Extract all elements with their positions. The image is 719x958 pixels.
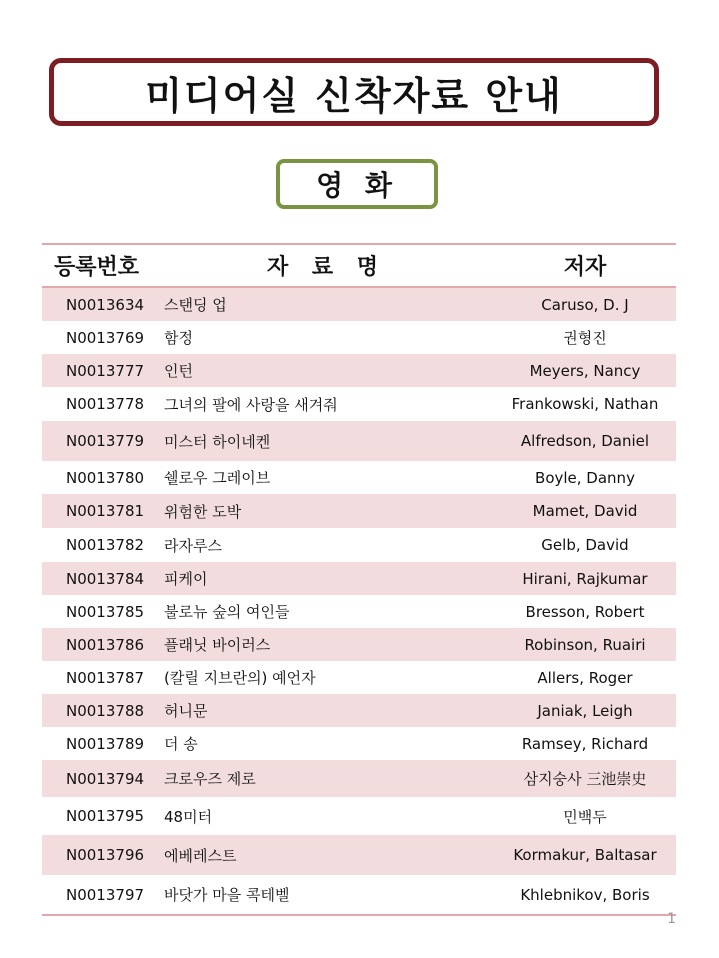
title-banner bbox=[49, 58, 659, 126]
table-body bbox=[42, 288, 676, 914]
cell-title: 크로우즈 제로 bbox=[164, 770, 256, 788]
cell-title: 48미터 bbox=[164, 807, 213, 826]
cell-author: Khlebnikov, Boris bbox=[520, 885, 650, 904]
table-row bbox=[42, 288, 676, 321]
cell-author: Mamet, David bbox=[532, 502, 638, 520]
cell-title: 그녀의 팔에 사랑을 새겨줘 bbox=[164, 395, 338, 414]
cell-title: 스탠딩 업 bbox=[164, 296, 227, 314]
cell-title: 플래닛 바이러스 bbox=[164, 636, 271, 654]
cell-author: Bresson, Robert bbox=[525, 602, 645, 621]
table-row bbox=[42, 595, 676, 628]
table-row bbox=[42, 694, 676, 727]
cell-author: Hirani, Rajkumar bbox=[522, 569, 648, 588]
header-title: 자 료 명 bbox=[266, 255, 387, 280]
cell-author: Janiak, Leigh bbox=[537, 701, 633, 720]
table-row bbox=[42, 321, 676, 354]
header-reg-no: 등록번호 bbox=[54, 255, 140, 280]
cell-author: Alfredson, Daniel bbox=[520, 432, 650, 450]
cell-author: 권형진 bbox=[563, 329, 607, 347]
cell-author: Gelb, David bbox=[541, 536, 629, 554]
table-row bbox=[42, 628, 676, 661]
cell-title: 쉘로우 그레이브 bbox=[164, 469, 271, 487]
cell-title: (칼릴 지브란의) 예언자 bbox=[164, 669, 316, 687]
cell-reg-no: N0013780 bbox=[66, 468, 145, 487]
cell-title: 에베레스트 bbox=[164, 846, 237, 865]
cell-title: 더 송 bbox=[164, 735, 198, 753]
cell-reg-no: N0013785 bbox=[66, 602, 145, 621]
cell-reg-no: N0013786 bbox=[66, 635, 145, 654]
cell-reg-no: N0013769 bbox=[66, 328, 145, 347]
cell-reg-no: N0013794 bbox=[66, 769, 145, 788]
cell-reg-no: N0013795 bbox=[66, 807, 145, 825]
cell-reg-no: N0013779 bbox=[66, 432, 145, 450]
cell-author: 삼지숭사 三池崇史 bbox=[523, 770, 647, 788]
cell-title: 미스터 하이네켄 bbox=[164, 432, 271, 451]
table-row bbox=[42, 727, 676, 760]
new-arrivals-table bbox=[42, 243, 676, 916]
table-row bbox=[42, 421, 676, 461]
cell-author: Caruso, D. J bbox=[541, 295, 629, 314]
cell-title: 위험한 도박 bbox=[164, 502, 242, 521]
cell-reg-no: N0013781 bbox=[66, 502, 145, 520]
cell-author: Allers, Roger bbox=[537, 668, 633, 687]
cell-reg-no: N0013778 bbox=[66, 395, 145, 413]
cell-reg-no: N0013788 bbox=[66, 701, 145, 720]
cell-title: 인턴 bbox=[164, 362, 193, 380]
table-row bbox=[42, 461, 676, 494]
table-row bbox=[42, 835, 676, 875]
table-header bbox=[42, 245, 676, 288]
cell-author: Boyle, Danny bbox=[535, 468, 635, 487]
cell-author: Meyers, Nancy bbox=[529, 361, 641, 380]
cell-author: Kormakur, Baltasar bbox=[513, 846, 657, 864]
cell-reg-no: N0013789 bbox=[66, 734, 145, 753]
cell-title: 허니문 bbox=[164, 702, 208, 720]
cell-title: 불로뉴 숲의 여인들 bbox=[164, 603, 290, 621]
cell-author: Robinson, Ruairi bbox=[524, 635, 646, 654]
cell-author: 민백두 bbox=[563, 807, 607, 826]
cell-reg-no: N0013796 bbox=[66, 846, 145, 864]
cell-reg-no: N0013777 bbox=[66, 361, 145, 380]
cell-reg-no: N0013797 bbox=[66, 885, 145, 904]
table-row bbox=[42, 494, 676, 528]
table-row bbox=[42, 528, 676, 562]
category-banner bbox=[276, 159, 438, 209]
table-row bbox=[42, 661, 676, 694]
table-row bbox=[42, 562, 676, 595]
cell-title: 피케이 bbox=[164, 570, 208, 588]
table-row bbox=[42, 760, 676, 797]
cell-reg-no: N0013787 bbox=[66, 668, 145, 687]
cell-reg-no: N0013784 bbox=[66, 569, 145, 588]
page-number: 1 bbox=[667, 911, 676, 927]
cell-reg-no: N0013782 bbox=[66, 536, 145, 554]
table-row bbox=[42, 797, 676, 835]
table-row bbox=[42, 875, 676, 914]
cell-author: Ramsey, Richard bbox=[521, 734, 649, 753]
cell-reg-no: N0013634 bbox=[66, 295, 145, 314]
cell-author: Frankowski, Nathan bbox=[511, 395, 659, 413]
cell-title: 바닷가 마을 콕테벨 bbox=[164, 886, 290, 904]
table-row bbox=[42, 387, 676, 421]
table-row bbox=[42, 354, 676, 387]
category-label: 영 화 bbox=[316, 169, 398, 202]
header-author: 저자 bbox=[563, 255, 607, 280]
cell-title: 함정 bbox=[164, 329, 193, 347]
page-title: 미디어실 신착자료 안내 bbox=[145, 73, 563, 118]
cell-title: 라자루스 bbox=[164, 536, 222, 555]
